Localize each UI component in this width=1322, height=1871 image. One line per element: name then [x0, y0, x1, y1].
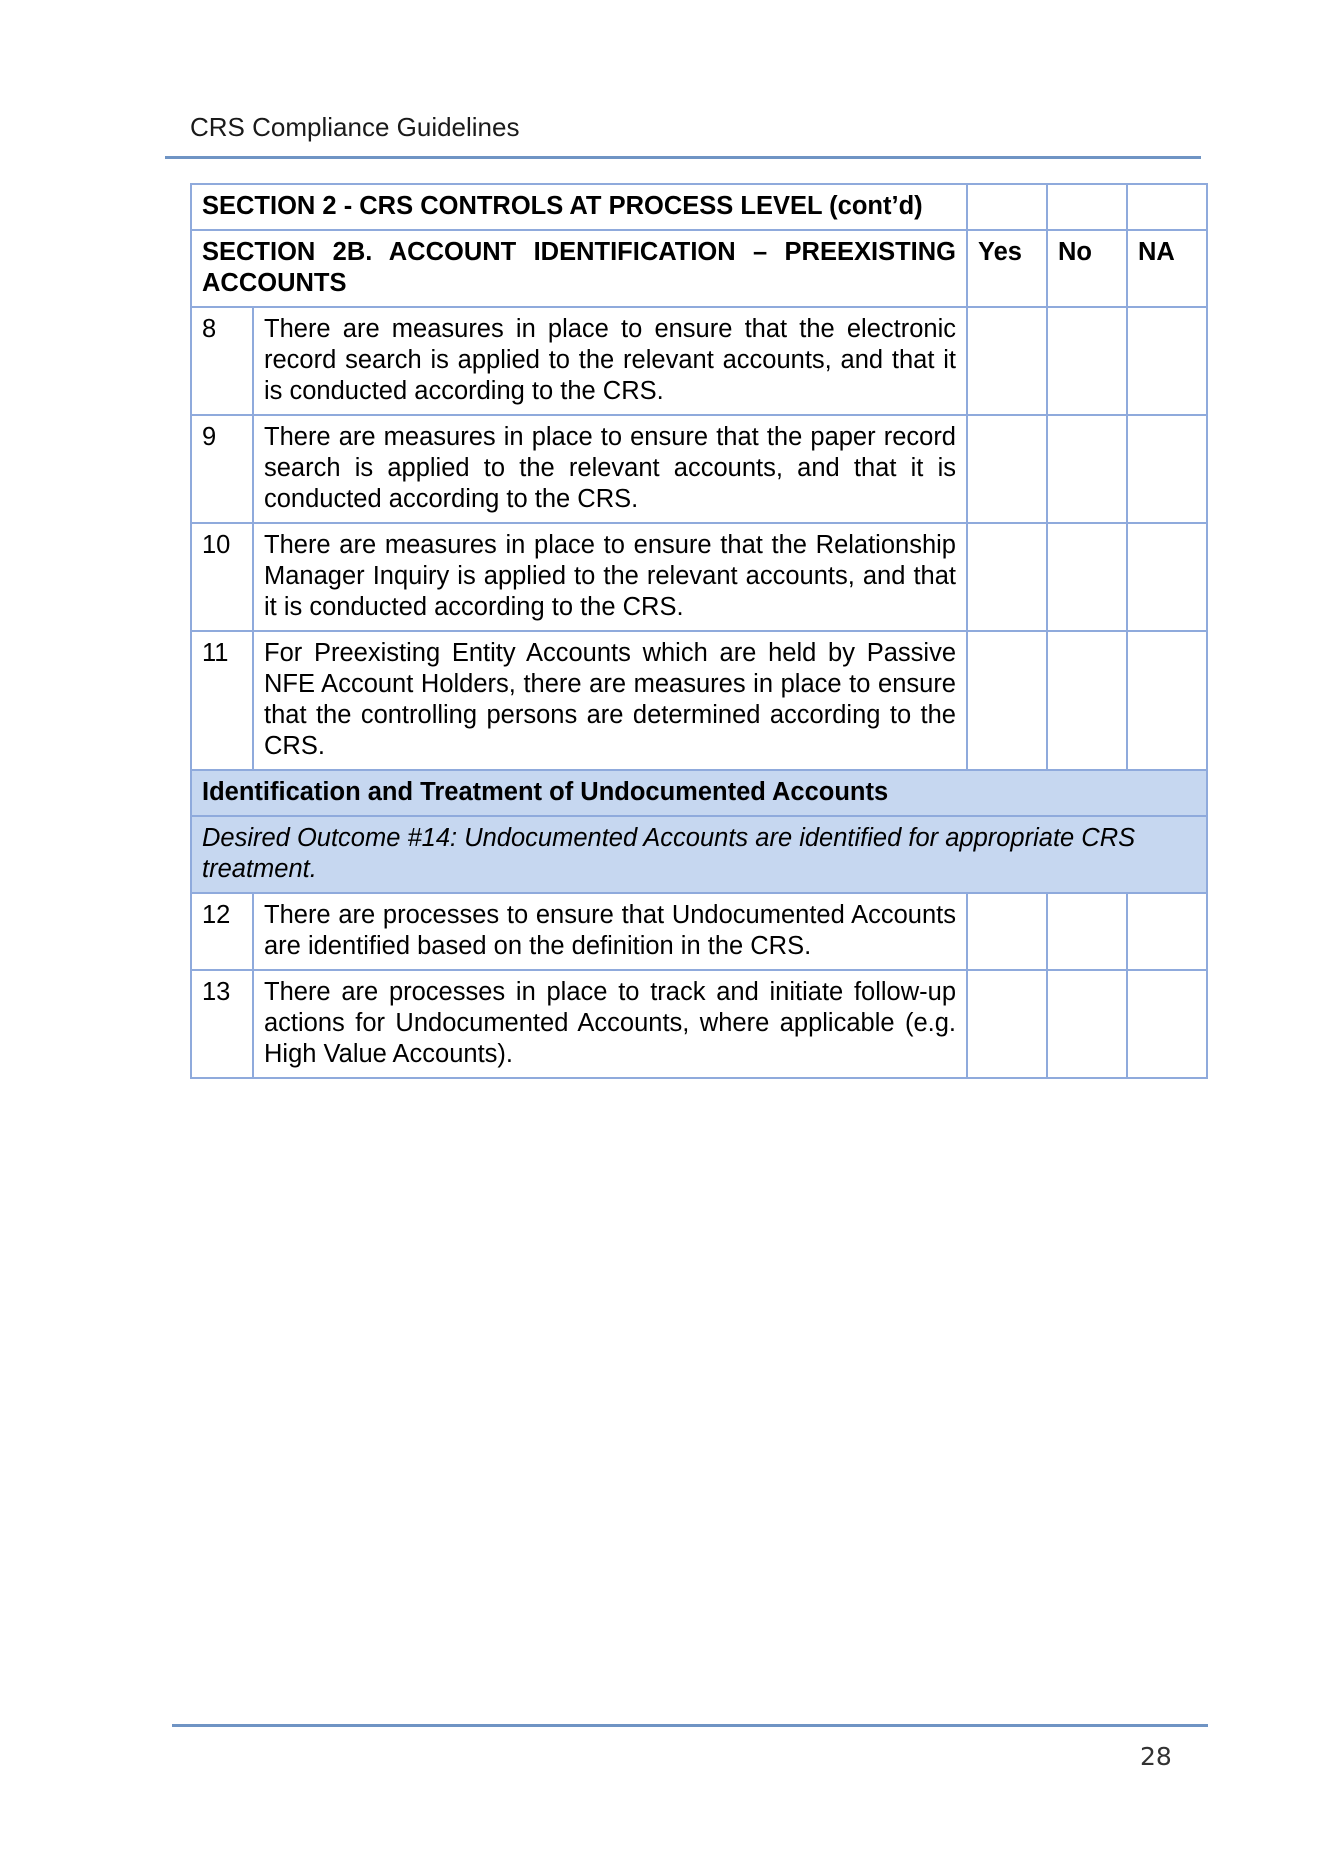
na-cell[interactable] — [1127, 415, 1207, 523]
row-number: 12 — [191, 893, 253, 970]
yes-cell[interactable] — [967, 893, 1047, 970]
row-text: There are measures in place to ensure that the Relationship Manager Inquiry is applied to the relevant accounts, and that it is conducted according to the CRS. — [253, 523, 967, 631]
table-row — [191, 307, 1207, 415]
column-header-na: NA — [1127, 230, 1207, 307]
yes-cell[interactable] — [967, 631, 1047, 770]
row-text: For Preexisting Entity Accounts which are held by Passive NFE Account Holders, there are measures in place to ensure that the controlling persons are determined according to the CRS. — [253, 631, 967, 770]
yes-cell[interactable] — [967, 307, 1047, 415]
no-cell[interactable] — [1047, 631, 1127, 770]
na-cell[interactable] — [1127, 893, 1207, 970]
page-number: 28 — [1140, 1742, 1172, 1771]
table-row — [191, 631, 1207, 770]
yes-cell[interactable] — [967, 523, 1047, 631]
section-title: SECTION 2 - CRS CONTROLS AT PROCESS LEVEL (cont’d) — [191, 184, 967, 230]
no-cell[interactable] — [1047, 415, 1127, 523]
yes-cell[interactable] — [967, 970, 1047, 1078]
header-rule — [165, 156, 1201, 159]
empty-cell — [967, 184, 1047, 230]
column-header-yes: Yes — [967, 230, 1047, 307]
empty-cell — [1127, 184, 1207, 230]
group-heading: Identification and Treatment of Undocumented Accounts — [191, 770, 1207, 816]
yes-cell[interactable] — [967, 415, 1047, 523]
desired-outcome: Desired Outcome #14: Undocumented Accounts are identified for appropriate CRS treatment. — [191, 816, 1207, 893]
footer-rule — [172, 1724, 1208, 1727]
no-cell[interactable] — [1047, 970, 1127, 1078]
na-cell[interactable] — [1127, 970, 1207, 1078]
row-number: 10 — [191, 523, 253, 631]
row-number: 8 — [191, 307, 253, 415]
table-row — [191, 415, 1207, 523]
section-title-row — [191, 184, 1207, 230]
table-row — [191, 893, 1207, 970]
row-text: There are measures in place to ensure that the electronic record search is applied to the relevant accounts, and that it is conducted according to the CRS. — [253, 307, 967, 415]
na-cell[interactable] — [1127, 307, 1207, 415]
row-number: 13 — [191, 970, 253, 1078]
table-row — [191, 523, 1207, 631]
row-text: There are measures in place to ensure that the paper record search is applied to the relevant accounts, and that it is conducted according to the CRS. — [253, 415, 967, 523]
no-cell[interactable] — [1047, 307, 1127, 415]
empty-cell — [1047, 184, 1127, 230]
no-cell[interactable] — [1047, 523, 1127, 631]
row-text: There are processes in place to track and initiate follow-up actions for Undocumented Accounts, where applicable (e.g. High Value Accounts). — [253, 970, 967, 1078]
subsection-title: SECTION 2B. ACCOUNT IDENTIFICATION – PREEXISTING ACCOUNTS — [191, 230, 967, 307]
group-heading-row — [191, 770, 1207, 816]
desired-outcome-row — [191, 816, 1207, 893]
running-header: CRS Compliance Guidelines — [190, 112, 520, 142]
row-text: There are processes to ensure that Undocumented Accounts are identified based on the definition in the CRS. — [253, 893, 967, 970]
na-cell[interactable] — [1127, 523, 1207, 631]
row-number: 9 — [191, 415, 253, 523]
row-number: 11 — [191, 631, 253, 770]
column-header-no: No — [1047, 230, 1127, 307]
subsection-header-row — [191, 230, 1207, 307]
compliance-checklist-table — [190, 183, 1208, 1079]
table-row — [191, 970, 1207, 1078]
no-cell[interactable] — [1047, 893, 1127, 970]
na-cell[interactable] — [1127, 631, 1207, 770]
